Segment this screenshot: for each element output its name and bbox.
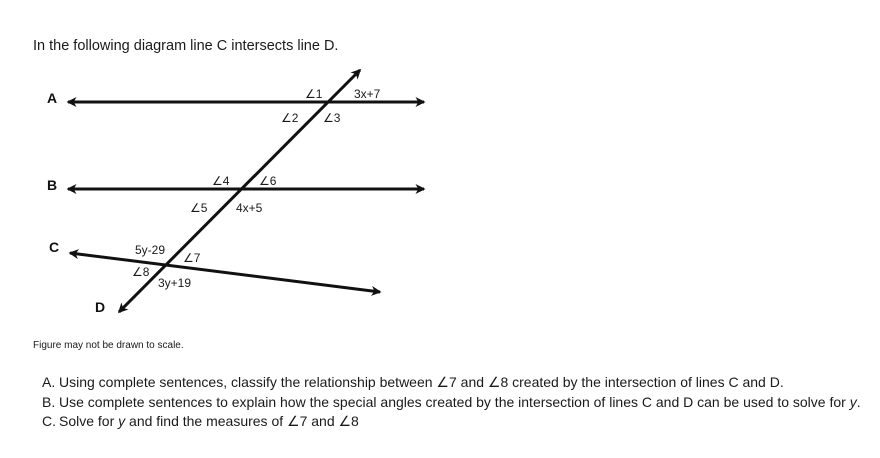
question-b [42, 393, 872, 413]
angle-4-label: ∠4 [212, 174, 230, 188]
expression-3y-plus-19: 3y+19 [158, 276, 192, 290]
expression-3x-plus-7: 3x+7 [354, 87, 381, 101]
scale-note: Figure may not be drawn to scale. [33, 340, 184, 351]
angle-8-label: ∠8 [132, 265, 150, 279]
question-a [42, 373, 872, 393]
expression-5y-minus-29: 5y-29 [135, 243, 166, 257]
question-b-text [59, 393, 872, 413]
question-b-text-end: . [856, 393, 861, 410]
question-b-variable: y [849, 393, 857, 410]
line-a-label: A [47, 90, 58, 106]
question-c-text [59, 412, 872, 432]
question-b-text-main: Use complete sentences to explain how the special angles created by the intersection of lines C and D can be used to solve for [59, 393, 850, 410]
line-b-label: B [47, 177, 58, 193]
question-c-text-end: and find the measures of ∠7 and ∠8 [125, 413, 359, 429]
line-d-label: D [95, 299, 106, 315]
question-c-variable: y [118, 413, 126, 429]
angle-2-label: ∠2 [281, 111, 299, 125]
line-c-label: C [49, 239, 60, 255]
question-c-text-start: Solve for [59, 413, 119, 429]
angle-7-label: ∠7 [183, 251, 201, 265]
angle-1-label: ∠1 [305, 87, 323, 101]
question-c-letter: C. [42, 413, 56, 429]
intro-text: In the following diagram line C intersects line D. [33, 38, 339, 54]
question-b-letter: B. [42, 393, 56, 410]
angle-5-label: ∠5 [190, 201, 208, 215]
expression-4x-plus-5: 4x+5 [236, 201, 263, 215]
line-c [70, 253, 380, 292]
question-list [42, 373, 872, 432]
angle-6-label: ∠6 [259, 174, 277, 188]
angle-3-label: ∠3 [323, 111, 341, 125]
question-c [42, 412, 872, 432]
question-a-letter: A. [42, 374, 56, 390]
question-a-text: Using complete sentences, classify the relationship between ∠7 and ∠8 created by the intersection of lines C and D. [59, 374, 784, 390]
